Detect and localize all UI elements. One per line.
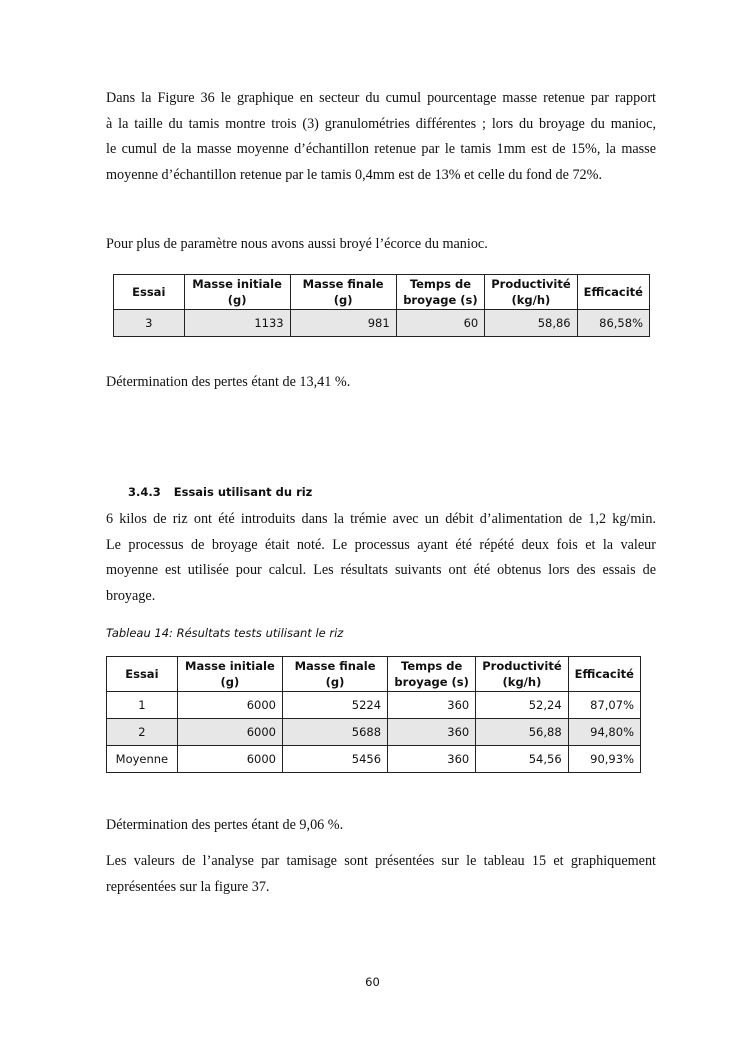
- text-line: Les valeurs de l’analyse par tamisage sont présentées sur le tableau 15 et graphiquement: [106, 853, 656, 869]
- section-heading: [128, 485, 312, 499]
- text-line: moyenne est utilisée pour calcul. Les résultats suivants ont été obtenus lors des essais de: [106, 562, 656, 578]
- cell-essai: 2: [107, 719, 178, 746]
- header-masse-finale: Masse finale (g): [283, 657, 388, 692]
- table-row: [107, 692, 641, 719]
- table-riz: [106, 656, 641, 773]
- paragraph-tamisage: [106, 849, 656, 900]
- header-masse-initiale: Masse initiale (g): [184, 275, 290, 310]
- header-efficacite: Efficacité: [568, 657, 640, 692]
- cell-efficacite: 86,58%: [577, 310, 649, 337]
- cell-masse-finale: 5456: [283, 746, 388, 773]
- cell-masse-initiale: 6000: [177, 692, 282, 719]
- cell-efficacite: 90,93%: [568, 746, 640, 773]
- text-line: broyage.: [106, 587, 156, 604]
- cell-masse-initiale: 1133: [184, 310, 290, 337]
- cell-efficacite: 87,07%: [568, 692, 640, 719]
- text-line: Le processus de broyage était noté. Le processus ayant été répété deux fois et la valeur: [106, 536, 656, 553]
- table-row: [107, 746, 641, 773]
- cell-essai: Moyenne: [107, 746, 178, 773]
- header-masse-finale: Masse finale (g): [290, 275, 396, 310]
- cell-productivite: 54,56: [476, 746, 568, 773]
- pertes-ecorce: Détermination des pertes étant de 13,41 %.: [106, 374, 351, 390]
- cell-temps-broyage: 360: [388, 746, 476, 773]
- cell-temps-broyage: 360: [388, 719, 476, 746]
- header-temps-broyage: Temps de broyage (s): [396, 275, 485, 310]
- header-efficacite: Efficacité: [577, 275, 649, 310]
- cell-masse-finale: 5224: [283, 692, 388, 719]
- header-essai: Essai: [114, 275, 185, 310]
- text-line: 6 kilos de riz ont été introduits dans la trémie avec un débit d’alimentation de 1,2 kg/min.: [106, 511, 656, 527]
- cell-masse-finale: 981: [290, 310, 396, 337]
- cell-masse-finale: 5688: [283, 719, 388, 746]
- text-line: représentées sur la figure 37.: [106, 878, 270, 895]
- table-header-row: [107, 657, 641, 692]
- paragraph-riz: [106, 507, 656, 609]
- cell-productivite: 52,24: [476, 692, 568, 719]
- header-essai: Essai: [107, 657, 178, 692]
- text-line: moyenne d’échantillon retenue par le tamis 0,4mm est de 13% et celle du fond de 72%.: [106, 166, 603, 183]
- table-caption: Tableau 14: Résultats tests utilisant le riz: [106, 626, 344, 640]
- cell-productivite: 56,88: [476, 719, 568, 746]
- table-row: [107, 719, 641, 746]
- cell-essai: 1: [107, 692, 178, 719]
- page-number: 60: [365, 975, 380, 989]
- cell-masse-initiale: 6000: [177, 746, 282, 773]
- cell-efficacite: 94,80%: [568, 719, 640, 746]
- header-masse-initiale: Masse initiale (g): [177, 657, 282, 692]
- cell-masse-initiale: 6000: [177, 719, 282, 746]
- cell-productivite: 58,86: [485, 310, 577, 337]
- text-line: à la taille du tamis montre trois (3) granulométries différentes ; lors du broyage du manioc,: [106, 115, 656, 132]
- paragraph-ecorce: Pour plus de paramètre nous avons aussi broyé l’écorce du manioc.: [106, 236, 488, 252]
- cell-temps-broyage: 360: [388, 692, 476, 719]
- pertes-riz: Détermination des pertes étant de 9,06 %.: [106, 817, 344, 833]
- header-productivite: Productivité (kg/h): [476, 657, 568, 692]
- cell-essai: 3: [114, 310, 185, 337]
- paragraph-figure-36: [106, 86, 656, 188]
- section-number: 3.4.3: [128, 485, 161, 499]
- text-line: Dans la Figure 36 le graphique en secteur du cumul pourcentage masse retenue par rapport: [106, 90, 656, 106]
- section-title: Essais utilisant du riz: [173, 485, 313, 499]
- header-temps-broyage: Temps de broyage (s): [388, 657, 476, 692]
- table-row: [114, 310, 650, 337]
- text-line: le cumul de la masse moyenne d’échantillon retenue par le tamis 1mm est de 15%, la masse: [106, 141, 656, 157]
- cell-temps-broyage: 60: [396, 310, 485, 337]
- table-ecorce: [113, 274, 650, 337]
- header-productivite: Productivité (kg/h): [485, 275, 577, 310]
- table-header-row: [114, 275, 650, 310]
